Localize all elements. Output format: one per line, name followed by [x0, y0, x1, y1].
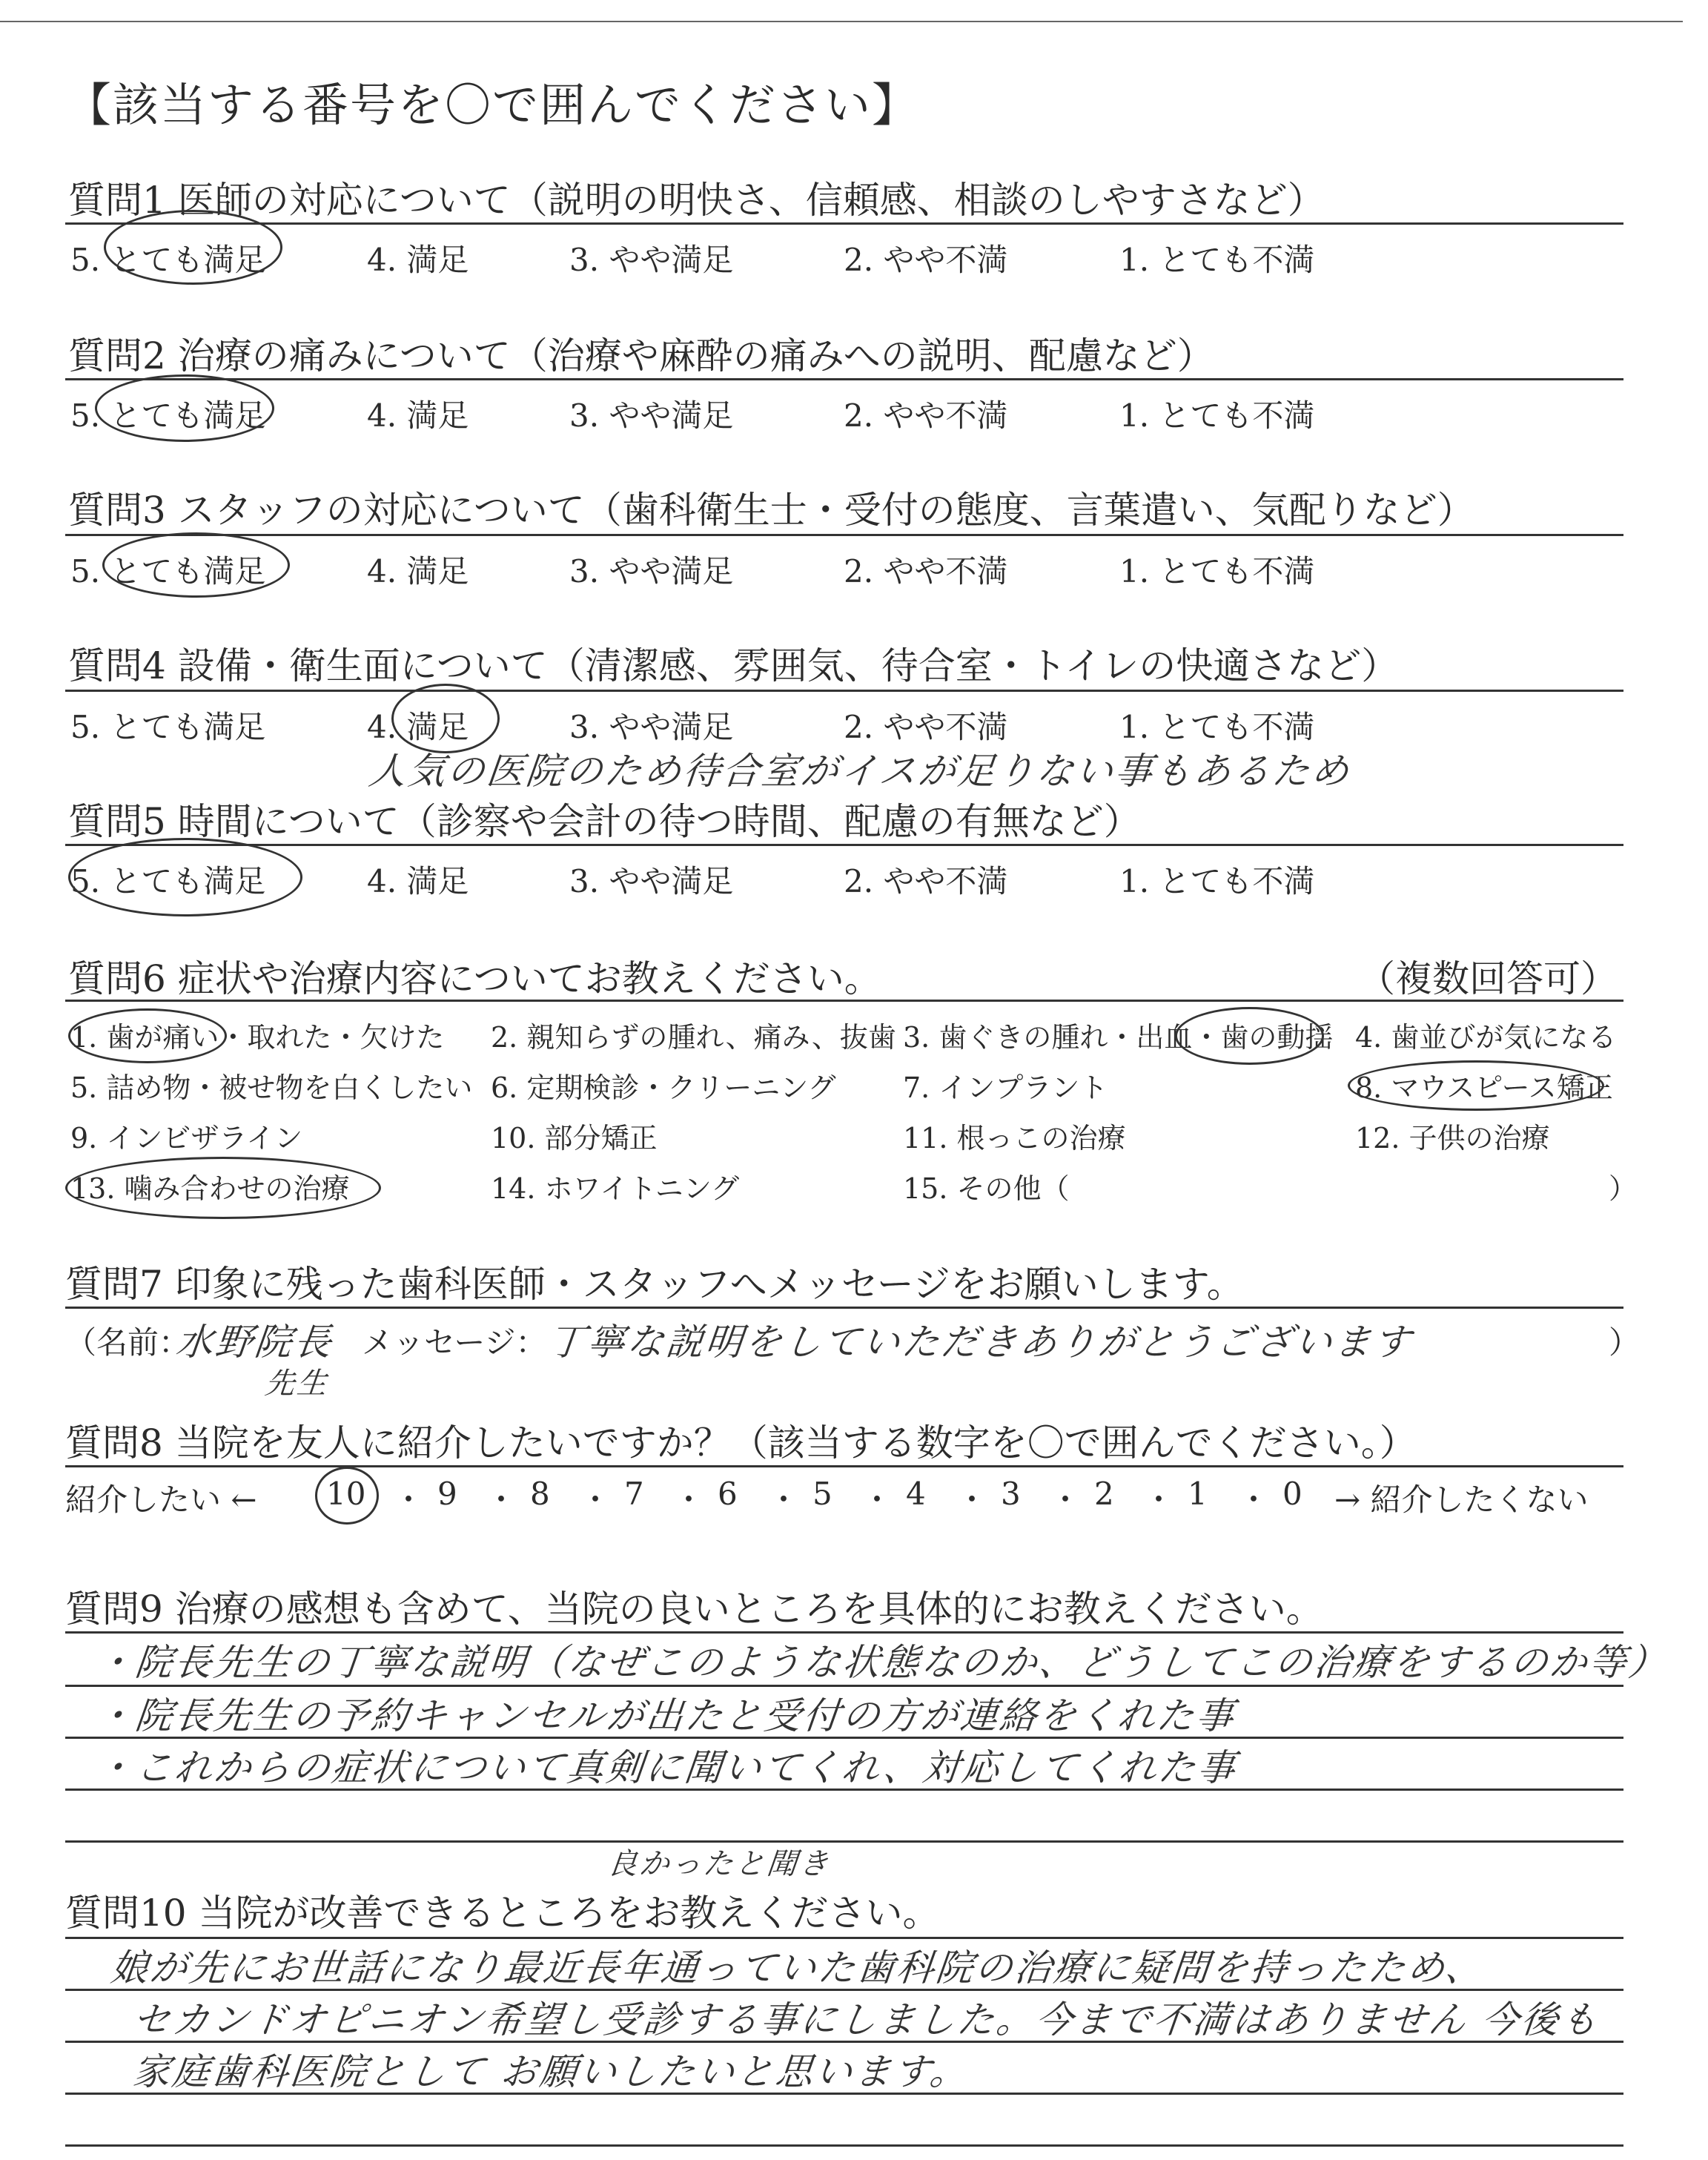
q8-score-3[interactable]: 3 — [1001, 1476, 1021, 1512]
q6-item-14[interactable]: 14. ホワイトニング — [491, 1172, 740, 1205]
page-title: 【該当する番号を〇で囲んでください】 — [65, 78, 920, 132]
q10-line-5 — [65, 2144, 1623, 2147]
q8-score-10[interactable]: 10 — [326, 1476, 366, 1512]
q1-option-1[interactable]: 1. とても不満 — [1119, 242, 1315, 278]
q6-item-7[interactable]: 7. インプラント — [903, 1071, 1108, 1104]
q3-option-3[interactable]: 3. やや満足 — [569, 553, 734, 589]
q9-answer-line-1[interactable]: ・院長先生の丁寧な説明（なぜこのような状態なのか、どうしてこの治療をするのか等） — [93, 1641, 1670, 1684]
question-2-label: 質問2 治療の痛みについて（治療や麻酔の痛みへの説明、配慮など） — [68, 334, 1214, 377]
q4-option-5[interactable]: 5. とても満足 — [70, 709, 266, 745]
question-7-rule — [65, 1307, 1623, 1309]
q8-separator: ・ — [486, 1482, 517, 1518]
q8-score-8[interactable]: 8 — [530, 1476, 550, 1512]
q6-item-12[interactable]: 12. 子供の治療 — [1355, 1122, 1550, 1155]
q4-option-4[interactable]: 4. 満足 — [367, 709, 469, 745]
q8-separator: ・ — [768, 1482, 800, 1518]
q2-option-5[interactable]: 5. とても満足 — [70, 397, 266, 434]
q8-score-9[interactable]: 9 — [437, 1476, 457, 1512]
q8-score-4[interactable]: 4 — [906, 1476, 926, 1512]
q5-option-5[interactable]: 5. とても満足 — [70, 863, 266, 899]
q4-option-1[interactable]: 1. とても不満 — [1119, 709, 1315, 745]
q2-option-1[interactable]: 1. とても不満 — [1119, 397, 1315, 434]
q6-item-2[interactable]: 2. 親知らずの腫れ、痛み、抜歯 — [491, 1021, 896, 1054]
q7-close-paren: ） — [1609, 1324, 1641, 1361]
question-9-label: 質問9 治療の感想も含めて、当院の良いところを具体的にお教えください。 — [65, 1588, 1323, 1631]
q5-option-1[interactable]: 1. とても不満 — [1119, 863, 1315, 899]
question-8-rule — [65, 1465, 1623, 1467]
question-4-label: 質問4 設備・衛生面について（清潔感、雰囲気、待合室・トイレの快適さなど） — [68, 644, 1399, 687]
q10-answer-line-1[interactable]: 娘が先にお世話になり最近長年通っていた歯科院の治療に疑問を持ったため、 — [108, 1946, 1487, 1989]
q6-item-15-close: ） — [1609, 1172, 1638, 1205]
q8-separator: ・ — [393, 1482, 425, 1518]
q3-option-5[interactable]: 5. とても満足 — [70, 553, 266, 589]
question-5-rule — [65, 844, 1623, 846]
q8-score-6[interactable]: 6 — [718, 1476, 738, 1512]
q8-separator: ・ — [861, 1482, 893, 1518]
q6-item-13[interactable]: 13. 噛み合わせの治療 — [70, 1172, 350, 1205]
q7-message-value[interactable]: 丁寧な説明をしていただきありがとうございます — [546, 1321, 1415, 1364]
q8-left-label: 紹介したい ← — [65, 1482, 257, 1518]
q2-option-3[interactable]: 3. やや満足 — [569, 397, 734, 434]
q1-option-2[interactable]: 2. やや不満 — [844, 242, 1008, 278]
q4-handwritten-comment: 人気の医院のため待合室がイスが足りない事もあるため — [366, 750, 1354, 793]
q7-name-label: （名前： — [65, 1324, 191, 1361]
q8-right-label: → 紹介したくない — [1334, 1482, 1589, 1518]
q1-option-3[interactable]: 3. やや満足 — [569, 242, 734, 278]
q6-item-3[interactable]: 3. 歯ぐきの腫れ・出血・歯の動揺 — [903, 1021, 1334, 1054]
q1-option-4[interactable]: 4. 満足 — [367, 242, 469, 278]
q7-name-value[interactable]: 水野院長 — [173, 1321, 336, 1364]
question-3-rule — [65, 534, 1623, 536]
q5-option-3[interactable]: 3. やや満足 — [569, 863, 734, 899]
q10-answer-line-2[interactable]: セカンドオピニオン希望し受診する事にしました。今まで不満はありません 今後も — [130, 1998, 1603, 2041]
q6-item-6[interactable]: 6. 定期検診・クリーニング — [491, 1071, 836, 1104]
question-5-label: 質問5 時間について（診察や会計の待つ時間、配慮の有無など） — [68, 800, 1141, 843]
q6-item-15[interactable]: 15. その他（ — [903, 1172, 1070, 1205]
q8-separator: ・ — [956, 1482, 988, 1518]
q8-score-7[interactable]: 7 — [624, 1476, 644, 1512]
q4-option-2[interactable]: 2. やや不満 — [844, 709, 1008, 745]
question-1-rule — [65, 222, 1623, 225]
q6-item-5[interactable]: 5. 詰め物・被せ物を白くしたい — [70, 1071, 473, 1104]
q4-option-3[interactable]: 3. やや満足 — [569, 709, 734, 745]
q9-answer-line-2[interactable]: ・院長先生の予約キャンセルが出たと受付の方が連絡をくれた事 — [93, 1694, 1238, 1737]
q2-option-2[interactable]: 2. やや不満 — [844, 397, 1008, 434]
q3-option-2[interactable]: 2. やや不満 — [844, 553, 1008, 589]
scan-top-edge — [0, 21, 1683, 22]
q8-score-2[interactable]: 2 — [1094, 1476, 1114, 1512]
question-4-rule — [65, 690, 1623, 692]
question-6-label: 質問6 症状や治療内容についてお教えください。 — [68, 957, 881, 1000]
q8-separator: ・ — [673, 1482, 705, 1518]
q2-option-4[interactable]: 4. 満足 — [367, 397, 469, 434]
q8-score-0[interactable]: 0 — [1282, 1476, 1302, 1512]
q7-name-value-2: 先生 — [263, 1367, 331, 1401]
question-7-label: 質問7 印象に残った歯科医師・スタッフへメッセージをお願いします。 — [65, 1263, 1244, 1306]
q9-answer-line-3[interactable]: ・これからの症状について真剣に聞いてくれ、対応してくれた事 — [93, 1746, 1239, 1789]
question-1-label: 質問1 医師の対応について（説明の明快さ、信頼感、相談のしやすさなど） — [68, 179, 1325, 222]
q8-score-1[interactable]: 1 — [1188, 1476, 1208, 1512]
q6-item-10[interactable]: 10. 部分矯正 — [491, 1122, 658, 1155]
q6-item-1[interactable]: 1. 歯が痛い・取れた・欠けた — [70, 1021, 445, 1054]
q1-option-5[interactable]: 5. とても満足 — [70, 242, 266, 278]
question-2-rule — [65, 378, 1623, 380]
q10-answer-line-3[interactable]: 家庭歯科医院として お願いしたいと思います。 — [130, 2050, 972, 2093]
q6-item-8[interactable]: 8. マウスピース矯正 — [1355, 1071, 1613, 1104]
question-3-label: 質問3 スタッフの対応について（歯科衛生士・受付の態度、言葉遣い、気配りなど） — [68, 489, 1474, 532]
question-8-label: 質問8 当院を友人に紹介したいですか？（該当する数字を〇で囲んでください。） — [65, 1421, 1417, 1464]
q6-item-11[interactable]: 11. 根っこの治療 — [903, 1122, 1126, 1155]
q8-separator: ・ — [1143, 1482, 1175, 1518]
q8-separator: ・ — [580, 1482, 612, 1518]
question-6-note: （複数回答可） — [1358, 957, 1618, 1000]
q3-option-4[interactable]: 4. 満足 — [367, 553, 469, 589]
q3-option-1[interactable]: 1. とても不満 — [1119, 553, 1315, 589]
q9-line-5 — [65, 1840, 1623, 1843]
question-10-label: 質問10 当院が改善できるところをお教えください。 — [65, 1892, 940, 1935]
q6-item-9[interactable]: 9. インビザライン — [70, 1122, 303, 1155]
q8-score-5[interactable]: 5 — [812, 1476, 833, 1512]
q7-message-label: メッセージ： — [362, 1324, 547, 1361]
q6-item-4[interactable]: 4. 歯並びが気になる — [1355, 1021, 1617, 1054]
question-6-rule — [65, 1000, 1623, 1002]
q5-option-4[interactable]: 4. 満足 — [367, 863, 469, 899]
q8-separator: ・ — [1238, 1482, 1270, 1518]
q10-insert-note: 良かったと聞き — [606, 1847, 833, 1881]
q8-separator: ・ — [1050, 1482, 1082, 1518]
q5-option-2[interactable]: 2. やや不満 — [844, 863, 1008, 899]
